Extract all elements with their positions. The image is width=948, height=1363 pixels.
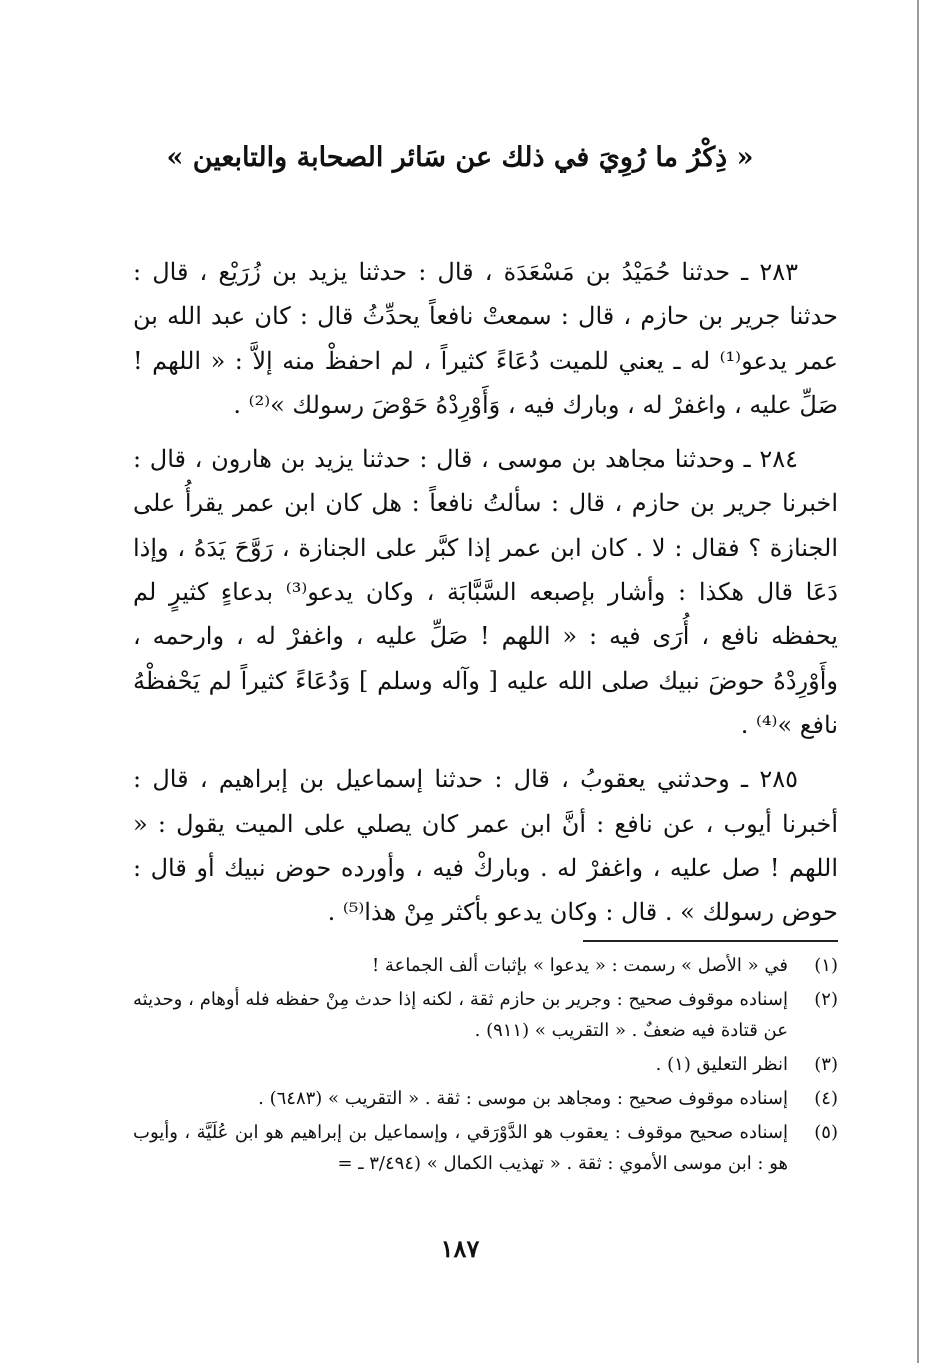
page-edge-line bbox=[917, 0, 919, 1363]
paragraph-285: ٢٨٥ ـ وحدثني يعقوبُ ، قال : حدثنا إسماعيل بن إبراهيم ، قال : أخبرنا أيوب ، عن نافع : أنَّ ابن عمر كان يصلي على الميت يقول : « اللهم ! صل عليه ، واغفرْ له . وباركْ فيه ، وأورده حوض نبيك أو قال : حوض رسولك » . قال : وكان يدعو بأكثر مِنْ هذا⁽⁵⁾ . bbox=[133, 765, 838, 927]
footnote-3 bbox=[133, 1049, 838, 1080]
footnote-5 bbox=[133, 1117, 838, 1179]
footnote-number: (٣) bbox=[814, 1054, 838, 1075]
footnote-text: إسناده صحيح موقوف : يعقوب هو الدَّوْرَقي ، وإسماعيل بن إبراهيم هو ابن عُلَيَّة ، وأيوب هو : ابن موسى الأموي : ثقة . « تهذيب الكمال » (٣/٤٩٤ ـ = bbox=[133, 1122, 788, 1174]
paragraph-284: ٢٨٤ ـ وحدثنا مجاهد بن موسى ، قال : حدثنا يزيد بن هارون ، قال : اخبرنا جرير بن حازم ، قال : سألتُ نافعاً : هل كان ابن عمر يقرأُ على الجنازة ؟ فقال : لا . كان ابن عمر إذا كبَّر على الجنازة ، رَوَّحَ يَدَهُ ، وإذا دَعَا قال هكذا : وأشار بإصبعه السَّبَّابَة ، وكان يدعو⁽³⁾ بدعاءٍ كثيرٍ لم يحفظه نافع ، أُرَى فيه : « اللهم ! صَلِّ عليه ، واغفرْ له ، وارحمه ، وأَوْرِدْهُ حوضَ نبيك صلى الله عليه [ وآله وسلم ] وَدُعَاءً كثيراً لم يَحْفظْهُ نافع »⁽⁴⁾ . bbox=[133, 445, 838, 739]
footnote-separator bbox=[583, 940, 838, 942]
page-number: ١٨٧ bbox=[440, 1234, 480, 1263]
footnote-text: إسناده موقوف صحيح : ومجاهد بن موسى : ثقة . « التقريب » (٦٤٨٣) . bbox=[258, 1088, 788, 1109]
footnote-number: (٢) bbox=[814, 989, 838, 1010]
footnote-text: إسناده موقوف صحيح : وجرير بن حازم ثقة ، لكنه إذا حدث مِنْ حفظه فله أوهام ، وحديثه عن قتادة فيه ضعفٌ . « التقريب » (٩١١) . bbox=[133, 989, 788, 1041]
main-text bbox=[133, 250, 838, 944]
paragraph-283: ٢٨٣ ـ حدثنا حُمَيْدُ بن مَسْعَدَة ، قال : حدثنا يزيد بن زُرَيْع ، قال : حدثنا جرير بن حازم ، قال : سمعتْ نافعاً يحدِّثُ قال : كان عبد الله بن عمر يدعو⁽¹⁾ له ـ يعني للميت دُعَاءً كثيراً ، لم احفظْ منه إلاَّ : « اللهم ! صَلِّ عليه ، واغفرْ له ، وبارك فيه ، وَأَوْرِدْهُ حَوْضَ رسولك »⁽²⁾ . bbox=[133, 258, 839, 419]
footnote-text: انظر التعليق (١) . bbox=[655, 1054, 788, 1075]
footnote-number: (١) bbox=[814, 955, 838, 976]
footnote-text: في « الأصل » رسمت : « يدعوا » بإثبات ألف الجماعة ! bbox=[371, 955, 788, 976]
footnote-4 bbox=[133, 1083, 838, 1114]
footnote-number: (٤) bbox=[814, 1088, 838, 1109]
section-heading: « ذِكْرُ ما رُوِيَ في ذلك عن سَائر الصحابة والتابعين » bbox=[166, 142, 754, 173]
footnote-number: (٥) bbox=[814, 1122, 838, 1143]
footnote-1 bbox=[133, 950, 838, 981]
footnote-2 bbox=[133, 984, 838, 1046]
footnotes bbox=[133, 950, 838, 1182]
